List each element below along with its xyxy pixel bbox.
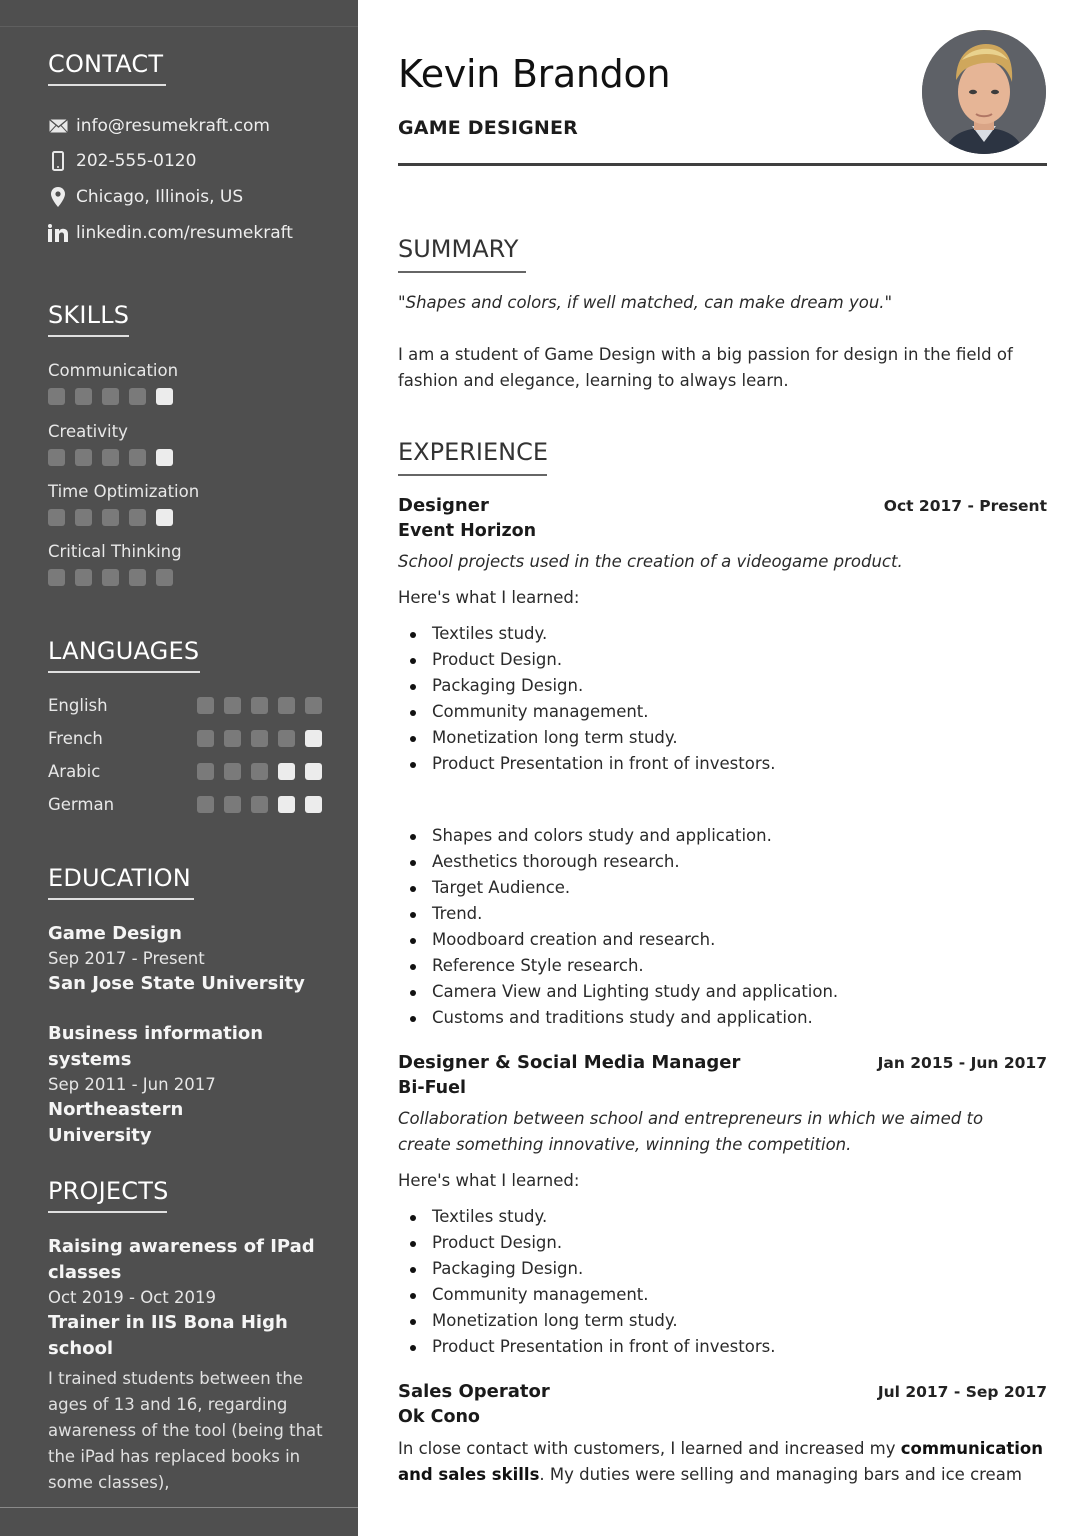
list-item: Reference Style research. <box>398 953 838 979</box>
sidebar-top-divider <box>0 26 358 27</box>
rating-dot <box>224 697 241 714</box>
list-item: Packaging Design. <box>398 1256 775 1282</box>
sidebar-bottom-divider <box>0 1507 358 1508</box>
heading-underline <box>48 1211 167 1213</box>
rating-dot <box>156 569 173 586</box>
list-item: Product Design. <box>398 647 775 673</box>
language-rating <box>197 697 322 714</box>
heading-underline <box>48 898 194 900</box>
languages-heading: LANGUAGES <box>48 637 200 673</box>
contact-email[interactable]: info@resumekraft.com <box>48 116 270 136</box>
rating-dot <box>224 796 241 813</box>
rating-dot <box>75 569 92 586</box>
candidate-name: Kevin Brandon <box>398 52 671 96</box>
list-item: Product Presentation in front of investors. <box>398 1334 775 1360</box>
rating-dot <box>305 697 322 714</box>
rating-dot <box>48 449 65 466</box>
rating-dot-filled <box>305 796 322 813</box>
language-rating <box>197 796 322 813</box>
rating-dot <box>129 388 146 405</box>
heading-underline <box>48 335 129 337</box>
rating-dot <box>251 763 268 780</box>
list-item: Moodboard creation and research. <box>398 927 838 953</box>
job-bullets <box>398 621 775 777</box>
skill-rating <box>48 569 182 586</box>
contact-location: Chicago, Illinois, US <box>48 187 243 207</box>
projects-heading: PROJECTS <box>48 1177 169 1213</box>
list-item: Monetization long term study. <box>398 1308 775 1334</box>
linkedin-icon <box>48 223 68 243</box>
language-rating <box>197 763 322 780</box>
education-heading: EDUCATION <box>48 864 194 900</box>
job-title: Sales Operator <box>398 1381 550 1402</box>
job-intro: Here's what I learned: <box>398 588 580 607</box>
rating-dot <box>224 730 241 747</box>
language-french: French <box>48 729 322 748</box>
list-item: Aesthetics thorough research. <box>398 849 838 875</box>
profile-photo-icon <box>922 30 1046 154</box>
skills-heading: SKILLS <box>48 301 129 337</box>
list-item: Customs and traditions study and application. <box>398 1005 838 1031</box>
rating-dot <box>102 449 119 466</box>
language-german: German <box>48 795 322 814</box>
job-description: School projects used in the creation of a videogame product. <box>398 552 903 571</box>
job-title: Designer & Social Media Manager <box>398 1052 741 1073</box>
list-item: Product Design. <box>398 1230 775 1256</box>
skill-communication: Communication <box>48 361 178 405</box>
rating-dot-filled <box>278 796 295 813</box>
header-divider <box>398 163 1047 166</box>
summary-text: I am a student of Game Design with a big passion for design in the field of fashion and elegance, learning to always learn. <box>398 345 1013 390</box>
mobile-phone-icon <box>48 151 68 171</box>
skill-rating <box>48 449 173 466</box>
rating-dot <box>278 697 295 714</box>
map-pin-icon <box>48 187 68 207</box>
rating-dot-filled <box>278 763 295 780</box>
heading-underline <box>398 271 526 273</box>
project-item: Raising awareness of IPad classes Oct 2019 - Oct 2019 Trainer in IIS Bona High school I trained students between the ages of 13 and 16, regarding awareness of the tool (being that the iPad has replaced books in some classes), <box>48 1236 323 1492</box>
job-title: Designer <box>398 495 489 516</box>
list-item: Shapes and colors study and application. <box>398 823 838 849</box>
skill-critical-thinking: Critical Thinking <box>48 542 182 586</box>
rating-dot <box>197 763 214 780</box>
job-dates: Oct 2017 - Present <box>883 497 1047 515</box>
job-dates: Jan 2015 - Jun 2017 <box>877 1054 1047 1072</box>
rating-dot <box>251 730 268 747</box>
list-item: Monetization long term study. <box>398 725 775 751</box>
rating-dot <box>75 449 92 466</box>
job-description: Collaboration between school and entrepreneurs in which we aimed to create something innovative, winning the competition. <box>398 1109 984 1154</box>
skill-rating <box>48 509 199 526</box>
list-item: Textiles study. <box>398 1204 775 1230</box>
envelope-icon <box>48 116 68 136</box>
sidebar <box>0 0 358 1536</box>
skill-rating <box>48 388 178 405</box>
rating-dot-filled <box>156 509 173 526</box>
contact-linkedin[interactable]: linkedin.com/resumekraft <box>48 223 293 243</box>
rating-dot <box>102 509 119 526</box>
list-item: Textiles study. <box>398 621 775 647</box>
rating-dot <box>197 730 214 747</box>
rating-dot-filled <box>305 730 322 747</box>
list-item: Product Presentation in front of investors. <box>398 751 775 777</box>
rating-dot <box>197 796 214 813</box>
rating-dot <box>129 449 146 466</box>
skill-time-optimization: Time Optimization <box>48 482 199 526</box>
language-rating <box>197 730 322 747</box>
list-item: Camera View and Lighting study and application. <box>398 979 838 1005</box>
heading-underline <box>398 474 547 476</box>
rating-dot <box>251 697 268 714</box>
education-item: Business information systems Sep 2011 - Jun 2017 Northeastern University <box>48 1023 264 1146</box>
list-item: Trend. <box>398 901 838 927</box>
job-intro: Here's what I learned: <box>398 1171 580 1190</box>
rating-dot <box>129 509 146 526</box>
rating-dot <box>224 763 241 780</box>
candidate-title: GAME DESIGNER <box>398 117 579 139</box>
job-company: Bi-Fuel <box>398 1078 467 1098</box>
rating-dot <box>48 509 65 526</box>
rating-dot-filled <box>305 763 322 780</box>
list-item: Community management. <box>398 1282 775 1308</box>
job-dates: Jul 2017 - Sep 2017 <box>877 1383 1047 1401</box>
contact-heading: CONTACT <box>48 50 166 86</box>
rating-dot <box>75 388 92 405</box>
avatar <box>922 30 1046 154</box>
rating-dot <box>197 697 214 714</box>
list-item: Packaging Design. <box>398 673 775 699</box>
experience-heading: EXPERIENCE <box>398 438 548 476</box>
list-item: Target Audience. <box>398 875 838 901</box>
job-description: In close contact with customers, I learned and increased my communication and sales skills. My duties were selling and managing bars and ice cream <box>398 1439 1043 1484</box>
language-english: English <box>48 696 322 715</box>
education-item: Game Design Sep 2017 - Present San Jose State University <box>48 923 305 994</box>
skill-creativity: Creativity <box>48 422 173 466</box>
summary-quote: "Shapes and colors, if well matched, can make dream you." <box>398 293 893 312</box>
list-item: Community management. <box>398 699 775 725</box>
rating-dot <box>102 388 119 405</box>
summary-heading: SUMMARY <box>398 235 526 273</box>
heading-underline <box>48 671 200 673</box>
job-bullets <box>398 1204 775 1360</box>
rating-dot <box>48 569 65 586</box>
rating-dot <box>75 509 92 526</box>
job-company: Event Horizon <box>398 521 537 541</box>
rating-dot <box>102 569 119 586</box>
contact-phone[interactable]: 202-555-0120 <box>48 151 196 171</box>
job-company: Ok Cono <box>398 1407 480 1427</box>
heading-underline <box>48 84 166 86</box>
rating-dot-filled <box>156 388 173 405</box>
language-arabic: Arabic <box>48 762 322 781</box>
rating-dot-filled <box>156 449 173 466</box>
rating-dot <box>251 796 268 813</box>
rating-dot <box>129 569 146 586</box>
rating-dot <box>48 388 65 405</box>
rating-dot <box>278 730 295 747</box>
job-bullets <box>398 823 838 1031</box>
